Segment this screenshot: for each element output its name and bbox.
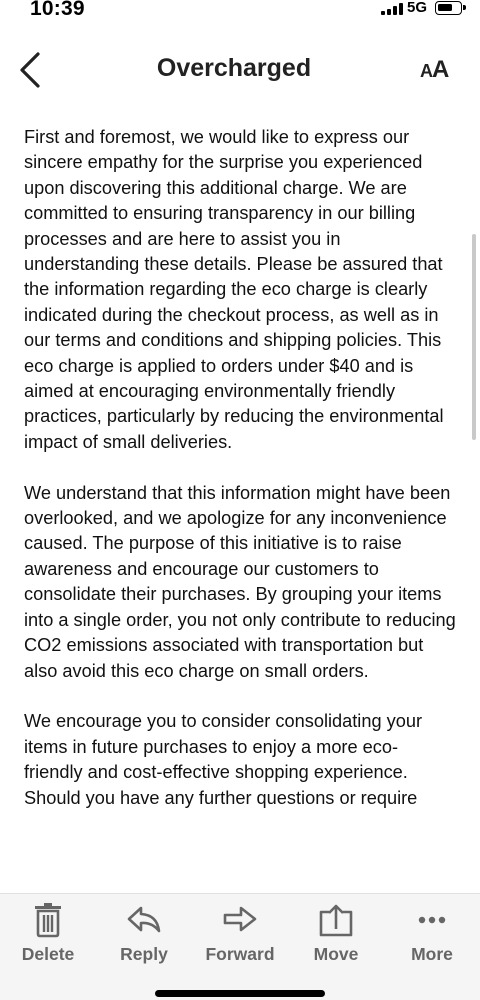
text-size-large-glyph: A: [432, 56, 450, 83]
delete-label: Delete: [21, 944, 75, 964]
nav-header: [0, 40, 480, 100]
signal-icon: [381, 3, 403, 15]
more-button[interactable]: [384, 894, 480, 974]
bottom-toolbar: [0, 893, 480, 1000]
message-body: [24, 125, 456, 811]
message-paragraph: Should you have any further questions or require: [24, 787, 418, 808]
more-label: More: [411, 944, 453, 964]
trash-icon: [30, 902, 66, 938]
forward-button[interactable]: [192, 894, 288, 974]
reply-label: Reply: [120, 944, 168, 964]
battery-icon: [435, 1, 462, 15]
move-button[interactable]: [288, 894, 384, 974]
more-dots-icon: [414, 902, 450, 938]
move-label: Move: [313, 944, 359, 964]
status-time: 10:39: [30, 0, 85, 20]
message-paragraph: We understand that this information might have been overlooked, and we apologize for any inconvenience caused. The purpose of this initiative is to raise awareness and encourage our customers to consolidate their purchases. By grouping your items into a single order, you not only contribute to reducing CO2 emissions associated with transportation but also avoid this eco charge on small orders.: [24, 482, 456, 681]
text-size-button[interactable]: [420, 56, 460, 86]
text-size-small-glyph: A: [420, 61, 433, 81]
delete-button[interactable]: [0, 894, 96, 974]
reply-button[interactable]: [96, 894, 192, 974]
message-paragraph: First and foremost, we would like to express our sincere empathy for the surprise you experienced upon discovering this additional charge. We are committed to ensuring transparency in our billing processes and are here to assist you in understanding these details. Please be assured that the information regarding the eco charge is clearly indicated during the checkout process, as well as in our terms and conditions and shipping policies. This eco charge is applied to orders under $40 and is aimed at encouraging environmentally friendly practices, particularly by reducing the environmental impact of small deliveries.: [24, 127, 444, 452]
scroll-indicator[interactable]: [472, 234, 476, 440]
home-indicator[interactable]: [155, 990, 325, 997]
page-title: Overcharged: [156, 54, 312, 82]
status-bar: [0, 0, 480, 22]
forward-label: Forward: [205, 944, 275, 964]
network-label: 5G: [407, 0, 428, 16]
reply-icon: [126, 902, 162, 938]
move-to-folder-icon: [317, 902, 355, 938]
message-paragraph: We encourage you to consider consolidating your items in future purchases to enjoy a more eco-friendly and cost-effective shopping experience.: [24, 711, 423, 783]
forward-arrow-icon: [222, 902, 258, 938]
